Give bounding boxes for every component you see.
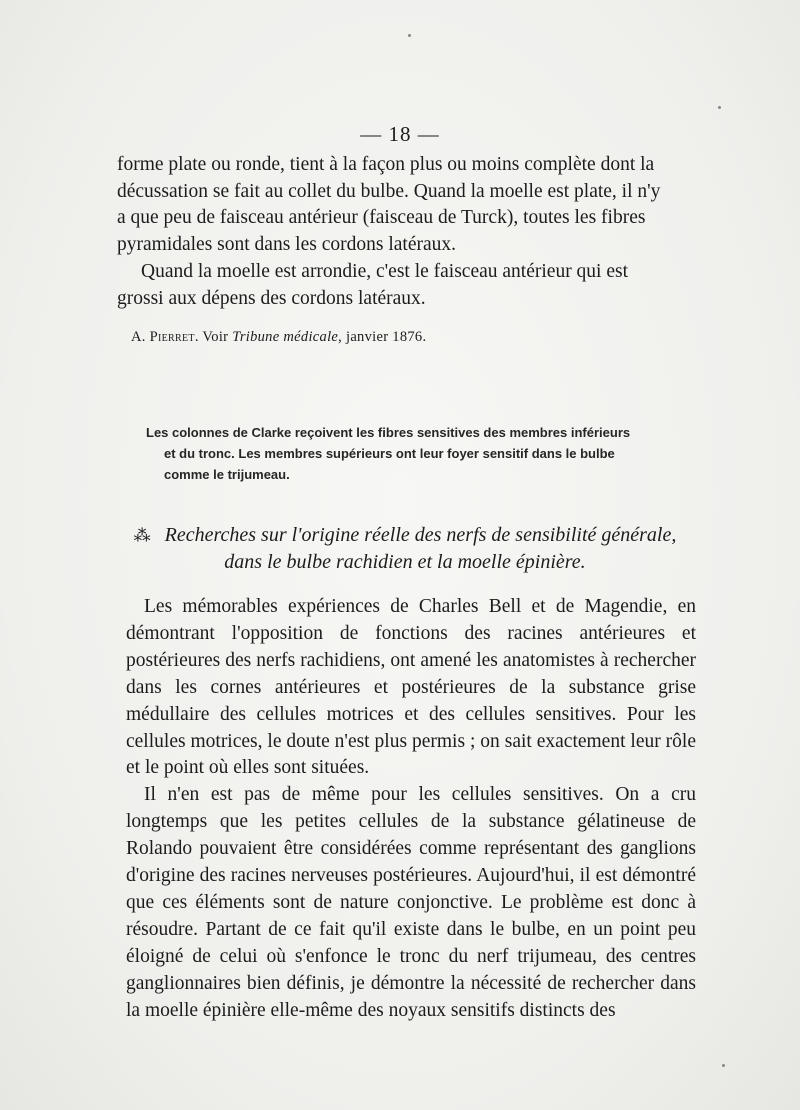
reference-journal: Tribune médicale	[232, 329, 339, 345]
section-heading-line: Recherches sur l'origine réelle des nerfs de sensibilité générale,	[164, 524, 677, 546]
text-line: grossi aux dépens des cordons latéraux.	[117, 287, 426, 309]
reference-author: Pierret	[149, 329, 195, 345]
scan-speck	[408, 34, 411, 37]
second-paragraph	[117, 259, 679, 312]
section-marker-icon: ⁂	[133, 526, 151, 545]
reference-note	[131, 329, 426, 346]
section-heading-line: dans le bulbe rachidien et la moelle épinière.	[224, 551, 586, 573]
text-line: a que peu de faisceau antérieur (faisceau de Turck), toutes les fibres	[117, 207, 646, 229]
text-line: forme plate ou ronde, tient à la façon plus ou moins complète dont la	[117, 154, 655, 175]
body-paragraph: Les mémorables expériences de Charles Bell et de Magendie, en démontrant l'opposition de fonctions des racines antérieures et postérieures des nerfs rachidiens, ont amené les anatomistes à rechercher dans les cornes antérieures et postérieures de la substance grise médullaire des cellules motrices et des cellules sensitives. Pour les cellules motrices, le doute n'est plus permis ; on sait exactement leur rôle et le point où elles sont situées.	[126, 596, 696, 779]
reference-date: , janvier 1876.	[338, 329, 427, 345]
body-paragraph: Il n'en est pas de même pour les cellules sensitives. On a cru longtemps que les petites cellules de la substance gélatineuse de Rolando pouvaient être considérées comme représentant des ganglions d'origine des racines nerveuses postérieures. Aujourd'hui, il est démontré que ces éléments sont de nature conjonctive. Le problème est donc à résoudre. Partant de ce fait qu'il existe dans le bulbe, en un point peu éloigné de celui où s'enfonce le tronc du nerf trijumeau, des centres ganglionnaires bien définis, je démontre la nécessité de rechercher dans la moelle épinière elle-même des noyaux sensitifs distincts des	[126, 784, 696, 1021]
body-text	[126, 594, 696, 1025]
text-line: Quand la moelle est arrondie, c'est le faisceau antérieur qui est	[141, 261, 629, 282]
scan-speck	[718, 106, 721, 109]
inserted-note-line: et du tronc. Les membres supérieurs ont leur foyer sensitif dans le bulbe	[164, 446, 615, 461]
reference-voir: . Voir	[194, 329, 229, 345]
inserted-note-line: comme le trijumeau.	[164, 467, 290, 482]
inserted-note-line: Les colonnes de Clarke reçoivent les fibres sensitives des membres inférieurs	[146, 425, 631, 440]
text-line: pyramidales sont dans les cordons latéraux.	[117, 233, 456, 255]
scan-speck	[722, 1064, 725, 1067]
inserted-note	[146, 422, 694, 485]
reference-initial: A.	[131, 329, 146, 345]
top-paragraph	[117, 152, 679, 258]
text-line: décussation se fait au collet du bulbe. Quand la moelle est plate, il n'y	[117, 180, 661, 202]
section-heading	[115, 522, 695, 576]
page-number: — 18 —	[360, 122, 440, 146]
